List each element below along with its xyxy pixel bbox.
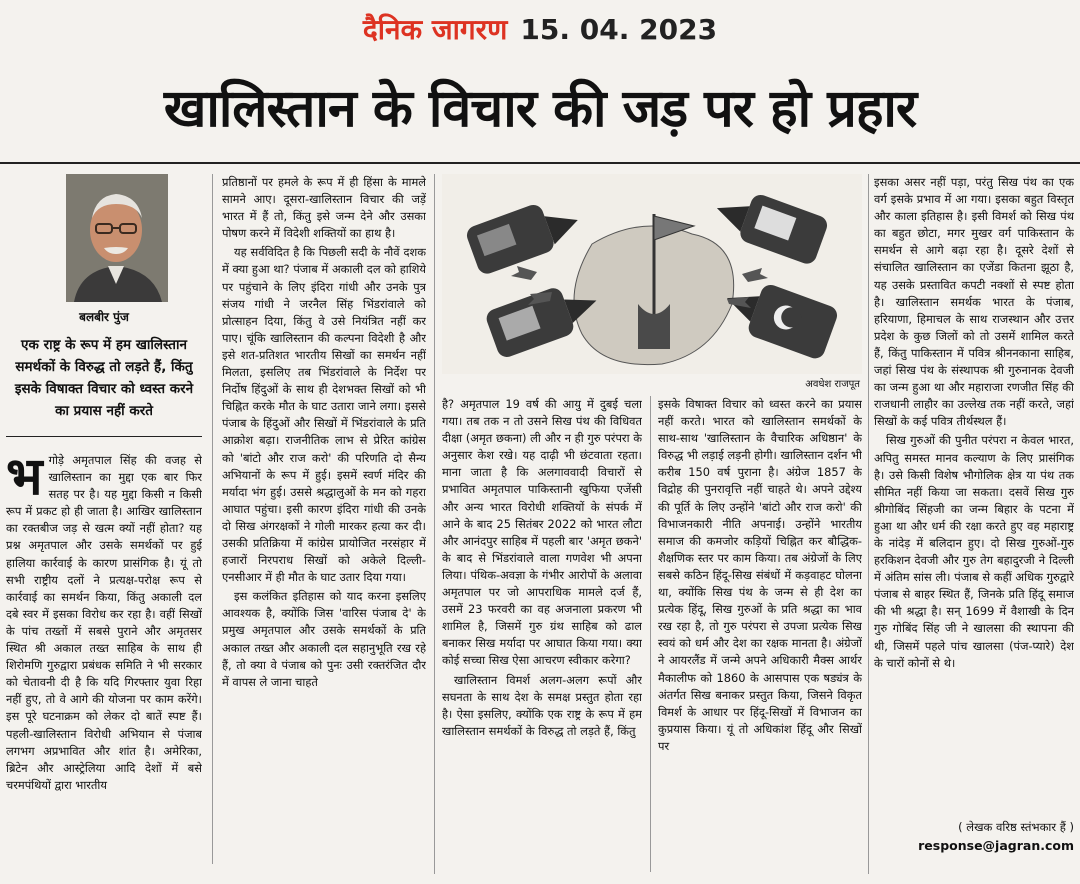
article-headline: खालिस्तान के विचार की जड़ पर हो प्रहार — [163, 79, 917, 139]
issue-date: 15. 04. 2023 — [520, 13, 718, 46]
paragraph: इसका असर नहीं पड़ा, परंतु सिख पंथ का एक वर्ग इसके प्रभाव में आ गया। इसका बहुत विस्तृत और काला इतिहास है। इसी विमर्श को सिख पंथ का बहुत छोटा, मगर मुखर वर्ग पाकिस्तान के समर्थन से आगे बढ़ा रहा है। दूसरे देशों से संचालित खालिस्तान का एजेंडा कितना झूठा है, यह उसके प्रस्तावित कपटी नक्शों से स्पष्ट होता है। खालिस्तान समर्थक भारत के पंजाब, हरियाणा, हिमाचल के साथ राजस्थान और उत्तर प्रदेश के कुछ जिलों को तो उसमें शामिल करते हैं, किंतु पाकिस्तान में पवित्र श्रीननकाना साहिब, जहां सिख पंथ के संस्थापक श्री गुरुनानक देवजी का जन्म हुआ था और महाराजा रणजीत सिंह की राजधानी लाहौर का उल्लेख तक नहीं करते, जहां सिखों के कई पवित्र तीर्थस्थल हैं। — [874, 175, 1074, 429]
editorial-illustration — [442, 174, 862, 374]
article-column-4 — [658, 396, 862, 872]
paragraph: यह सर्वविदित है कि पिछली सदी के नौवें दशक में क्या हुआ था? पंजाब में अकाली दल को हाशिये पर पहुंचाने के लिए इंदिरा गांधी और उनके पुत्र संजय गांधी ने जरनैल सिंह भिंडरांवाले को प्रोत्साहन दिया, किंतु वे उसे नियंत्रित नहीं कर पाए। चूंकि खालिस्तान की कल्पना विदेशी है और इसे शत-प्रतिशत भारतीय सिखों का समर्थन नहीं मिलता, इसलिए तब भिंडरांवाले के निर्देश पर निर्दोष हिंदुओं के साथ ही देशभक्त सिखों को भी चिह्नित करके मौत के घाट उतारा जाने लगा। इससे पंजाब के हिंदुओं और सिखों में भिंडरांवाले के प्रति आक्रोश बढ़ा। राजनीतिक लाभ से प्रेरित कांग्रेस को 'बांटो और राज करो' की परिणति दो सैन्य अभियानों के रूप में हुई। इसमें स्वर्ण मंदिर की मर्यादा भंग हुई। उससे श्रद्धालुओं के मन को गहरा आघात पहुंचा। इसी कारण इंदिरा गांधी की उनके दो सिख अंगरक्षकों ने गोली मारकर हत्या कर दी। उसकी प्रतिक्रिया में कांग्रेस प्रायोजित नरसंहार में हजारों निरपराध सिखों को अकेले दिल्ली-एनसीआर में ही मौत के घाट उतार दिया गया। — [222, 245, 426, 585]
pull-quote: एक राष्ट्र के रूप में हम खालिस्तान समर्थकों के विरुद्ध तो लड़ते हैं, किंतु इसके विषाक्त विचार को ध्वस्त करने का प्रयास नहीं करते — [14, 337, 194, 419]
author-byline: बलबीर पुंज — [79, 310, 129, 324]
column-divider — [212, 174, 213, 864]
newspaper-name: दैनिक जागरण — [362, 13, 508, 46]
masthead — [0, 4, 1080, 56]
paragraph: सिख गुरुओं की पुनीत परंपरा न केवल भारत, अपितु समस्त मानव कल्याण के लिए प्रासंगिक है। उसे किसी विशेष भौगोलिक क्षेत्र या पंथ तक सीमित नहीं किया जा सकता। दसवें सिख गुरु श्रीगोबिंद सिंहजी का जन्म बिहार के पटना में हुआ था और धर्म की रक्षा करते हुए वह महाराष्ट्र के नांदेड़ में बलिदान हुए। दो सिख गुरुओं-गुरु हरकिशन देवजी और गुरु तेग बहादुरजी ने दिल्ली में अंतिम सांस ली। पंजाब से कहीं अधिक गुरुद्वारे पंजाब से बाहर स्थित हैं, जिनके प्रति हिंदू समाज की भी श्रद्धा है। सन् 1699 में वैशाखी के दिन गुरु गोबिंद सिंह जी ने खालसा की स्थापना की थी, जिसमें पहले पांच खालसा (पंज-प्यारे) देश के चारों कोनों से थे। — [874, 433, 1074, 670]
paragraph: इस कलंकित इतिहास को याद करना इसलिए आवश्यक है, क्योंकि जिस 'वारिस पंजाब दे' के प्रमुख अमृतपाल और उसके समर्थकों के प्रति अकाल तख्त और अकाली दल सहानुभूति रख रहे हैं, तो क्या वे पंजाब को पुनः उसी रक्तरंजित दौर में वापस ले जाना चाहते — [222, 589, 426, 689]
column-divider — [650, 396, 651, 872]
illustration-credit: अवधेश राजपूत — [805, 379, 860, 390]
paragraph: गोड़े अमृतपाल सिंह की वजह से खालिस्तान का मुद्दा एक बार फिर सतह पर है। यह मुद्दा किसी न किसी रूप में प्रकट हो ही जाता है। आखिर खालिस्तान का रक्तबीज जड़ से खत्म क्यों नहीं होता? यह प्रश्न अमृतपाल और उसके समर्थकों पर हुई हालिया कार्रवाई के कारण प्रासंगिक है। यूं तो सभी राष्ट्रीय दलों ने प्रत्यक्ष-परोक्ष रूप से कार्रवाई का समर्थन किया, किंतु अकाली दल दबे स्वर में इसका विरोध कर रहा है। वहीं सिखों के पांच तख्तों में सबसे पुराने और अमृतसर स्थित श्री अकाल तख्त साहिब के साथ ही शिरोमणि गुरुद्वारा प्रबंधक समिति ने भी सरकार को चेतावनी दी है कि यदि गिरफ्तार युवा रिहा नहीं हुए, तो वे आगे की योजना पर काम करेंगे। इस पूरे घटनाक्रम को लेकर दो बातें स्पष्ट हैं। पहली-खालिस्तान विरोधी अभियान से पंजाब लगभग अप्रभावित और शांत है। अमेरिका, ब्रिटेन और आस्ट्रेलिया आदि देशों में बसे चरमपंथियों द्वारा भारतीय — [6, 453, 202, 792]
response-email: response@jagran.com — [918, 838, 1074, 853]
paragraph: इसके विषाक्त विचार को ध्वस्त करने का प्रयास नहीं करते। भारत को खालिस्तान समर्थकों के साथ-साथ 'खालिस्तान के वैचारिक अधिष्ठान' के विरुद्ध भी लड़ाई लड़नी होगी। खालिस्तान दर्शन भी करीब 150 वर्ष पुराना है। अंग्रेज 1857 के विद्रोह की पुनरावृत्ति नहीं चाहते थे। अपने उद्देश्य की पूर्ति के लिए उन्होंने 'बांटो और राज करो' की विभाजनकारी नीति अपनाई। उन्होंने भारतीय समाज की कमजोर कड़ियों चिह्नित कर बौद्धिक-शैक्षणिक स्तर पर काम किया। तब अंग्रेजों के लिए सबसे कठिन हिंदू-सिख संबंधों में कड़वाहट घोलना था, क्योंकि सिख पंथ के जन्म से ही देश का प्रत्येक हिंदू, सिख गुरुओं के प्रति श्रद्धा का भाव रख रहा है, तो गुरु परंपरा से उपजा प्रत्येक सिख स्वयं को धर्म और देश का रक्षक मानता है। अंग्रेजों ने आयरलैंड में जन्मे अपने अधिकारी मैक्स आर्थर मैकालीफ को 1860 के आसपास एक षड्यंत्र के अंतर्गत सिख बनाकर प्रस्तुत किया, जिसने विकृत विमर्श के आधार पर हिंदू-सिखों में विभाजन का कुप्रयास किया। यूं तो अधिकांश हिंदू और सिखों पर — [658, 397, 862, 753]
article-column-5 — [874, 174, 1074, 814]
author-photo — [66, 174, 168, 302]
paragraph: खालिस्तान विमर्श अलग-अलग रूपों और सघनता के साथ देश के समक्ष प्रस्तुत होता रहा है। ऐसा इसलिए, क्योंकि एक राष्ट्र के रूप में हम खालिस्तान समर्थकों के विरुद्ध तो लड़ते हैं, किंतु — [442, 672, 642, 738]
author-note: ( लेखक वरिष्ठ स्तंभकार हैं ) — [958, 820, 1074, 834]
article-column-2 — [222, 174, 426, 854]
article-column-3 — [442, 396, 642, 872]
headline-divider — [0, 162, 1080, 164]
column-divider — [434, 174, 435, 874]
paragraph: प्रतिष्ठानों पर हमले के रूप में ही हिंसा के मामले सामने आए। दूसरा-खालिस्तान विचार की जड़ें भारत में हैं तो, किंतु इसे जन्म देने और उसका पोषण करने में विदेशी शक्तियों का हाथ है। — [222, 175, 426, 241]
paragraph: है? अमृतपाल 19 वर्ष की आयु में दुबई चला गया। तब तक न तो उसने सिख पंथ की विधिवत दीक्षा (अमृत छकना) ली और न ही गुरु परंपरा के अनुसार केश रखे। यह दाढ़ी भी छंटवाता रहता। माना जाता है कि अलगाववादी विचारों से प्रभावित अमृतपाल पाकिस्तानी खुफिया एजेंसी और अन्य भारत विरोधी शक्तियों के संपर्क में आने के बाद 25 सितंबर 2022 को भारत लौटा और आनंदपुर साहिब में पहली बार 'अमृत छकने' के बाद से भिंडरांवाले वाला गणवेश भी अपना लिया। पंथिक-अवज्ञा के गंभीर आरोपों के अलावा अमृतपाल पर जो आपराधिक मामले दर्ज हैं, उसमें 23 फरवरी का वह अजनाला प्रकरण भी शामिल है, जिसमें गुरु ग्रंथ साहिब को ढाल बनाकर सिख मर्यादा पर आघात किया गया। क्या कोई सच्चा सिख ऐसा आचरण स्वीकार करेगा? — [442, 397, 642, 668]
column-divider — [868, 174, 869, 874]
pullquote-divider — [6, 436, 202, 437]
drop-cap: भ — [6, 452, 43, 507]
article-column-1 — [6, 452, 202, 862]
